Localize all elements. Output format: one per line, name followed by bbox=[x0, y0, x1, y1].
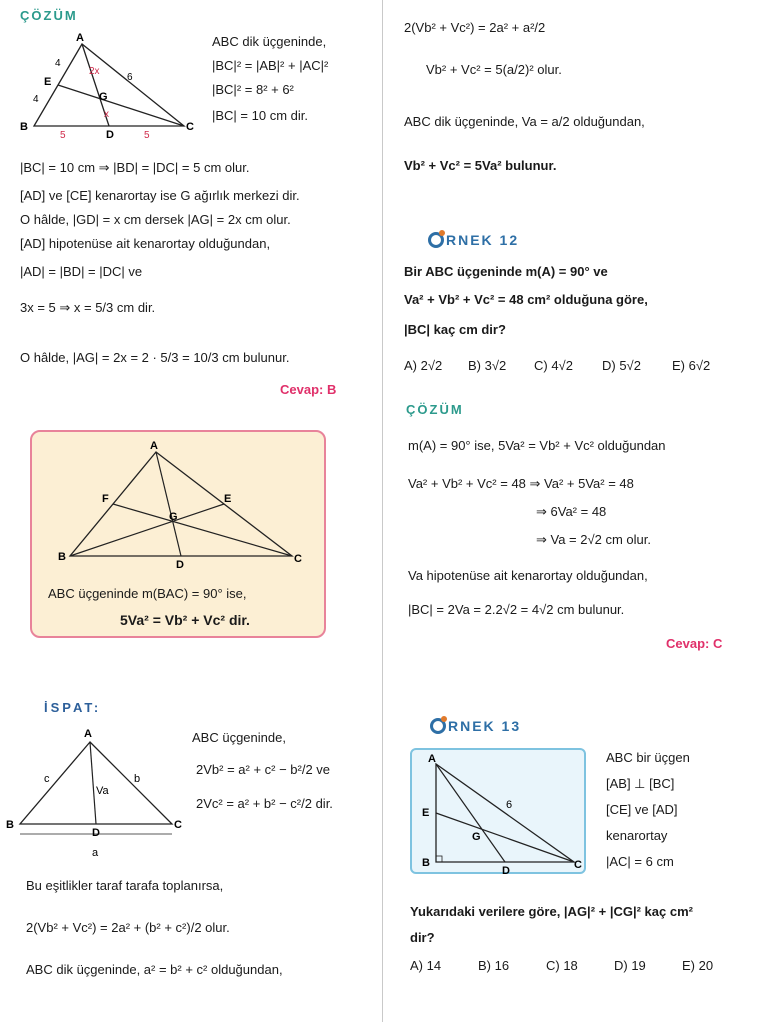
ornek13-choice-a: A) 14 bbox=[410, 958, 442, 973]
ornek12-choice-c: C) 4√2 bbox=[534, 358, 573, 373]
ornek-o-icon bbox=[428, 232, 444, 248]
tri4-label-a: A bbox=[428, 753, 436, 765]
tri3-label-b: B bbox=[6, 819, 14, 831]
tri2-label-e: E bbox=[224, 493, 232, 505]
tri3-label-va: Va bbox=[96, 785, 109, 797]
sol1-line-2: |BC|² = |AB|² + |AC|² bbox=[212, 58, 329, 73]
ispat-line-1: ABC üçgeninde, bbox=[192, 730, 286, 745]
ornek13-title-text: RNEK 13 bbox=[448, 718, 522, 734]
tri2-label-g: G bbox=[169, 511, 178, 523]
tri4-label-g: G bbox=[472, 831, 481, 843]
tri4-label-d: D bbox=[502, 865, 510, 877]
sol12-line-4: ⇒ Va = 2√2 cm olur. bbox=[536, 532, 651, 547]
sol1-body-5: |AD| = |BD| = |DC| ve bbox=[20, 264, 143, 279]
sol12-line-5: Va hipotenüse ait kenarortay olduğundan, bbox=[408, 568, 648, 583]
ispat-line-2: 2Vb² = a² + c² − b²/2 ve bbox=[196, 762, 331, 777]
tri3-label-c-side: c bbox=[44, 773, 50, 785]
ornek13-given-4: kenarortay bbox=[606, 828, 668, 843]
sol12-line-3: ⇒ 6Va² = 48 bbox=[536, 504, 607, 519]
cozum-header-2: ÇÖZÜM bbox=[406, 402, 464, 417]
answer-1: Cevap: B bbox=[280, 382, 337, 397]
ornek12-choice-e: E) 6√2 bbox=[672, 358, 711, 373]
ornek13-q-2: dir? bbox=[410, 930, 435, 945]
triangle-figure-3 bbox=[4, 724, 188, 860]
ornek-o-icon bbox=[430, 718, 446, 734]
cozum-header: ÇÖZÜM bbox=[20, 8, 78, 23]
triangle-figure-2 bbox=[56, 438, 306, 571]
sol1-body-6: 3x = 5 ⇒ x = 5/3 cm dir. bbox=[20, 300, 156, 315]
sol1-body-2: [AD] ve [CE] kenarortay ise G ağırlık merkezi dir. bbox=[20, 188, 300, 203]
ornek13-choice-d: D) 19 bbox=[614, 958, 646, 973]
ornek12-choice-d: D) 5√2 bbox=[602, 358, 641, 373]
ornek12-q-2: Va² + Vb² + Vc² = 48 cm² olduğuna göre, bbox=[404, 292, 648, 307]
tri4-label-ac: 6 bbox=[506, 799, 513, 811]
theorem-box bbox=[30, 430, 326, 638]
tri1-label-a: A bbox=[76, 32, 84, 44]
ornek12-choices bbox=[404, 358, 710, 373]
ornek12-choice-b: B) 3√2 bbox=[468, 358, 507, 373]
ornek12-q-1: Bir ABC üçgeninde m(A) = 90° ve bbox=[404, 264, 608, 279]
cont-line-3: ABC dik üçgeninde, Va = a/2 olduğundan, bbox=[404, 114, 645, 129]
tri1-label-ab-bottom: 4 bbox=[33, 94, 39, 105]
ornek13-choice-c: C) 18 bbox=[546, 958, 578, 973]
tri1-label-b: B bbox=[20, 121, 28, 133]
ornek13-title bbox=[430, 718, 521, 734]
cont-line-1: 2(Vb² + Vc²) = 2a² + a²/2 bbox=[404, 20, 546, 35]
sol1-line-3: |BC|² = 8² + 6² bbox=[212, 82, 294, 97]
answer-12: Cevap: C bbox=[666, 636, 723, 651]
cont-line-2: Vb² + Vc² = 5(a/2)² olur. bbox=[426, 62, 562, 77]
tri1-label-g: G bbox=[99, 91, 108, 103]
sol1-line-4: |BC| = 10 cm dir. bbox=[212, 108, 308, 123]
ispat-body-2: 2(Vb² + Vc²) = 2a² + (b² + c²)/2 olur. bbox=[26, 920, 230, 935]
tri3-label-b-side: b bbox=[134, 773, 141, 785]
tri2-label-d: D bbox=[176, 559, 184, 571]
tri3-label-c: C bbox=[174, 819, 182, 831]
sol12-line-1: m(A) = 90° ise, 5Va² = Vb² + Vc² olduğundan bbox=[408, 438, 666, 453]
ornek13-q-1: Yukarıdaki verilere göre, |AG|² + |CG|² kaç cm² bbox=[410, 904, 693, 919]
triangle-figure-4 bbox=[416, 752, 582, 877]
tri1-label-e: E bbox=[44, 76, 52, 88]
sol1-body-4: [AD] hipotenüse ait kenarortay olduğundan, bbox=[20, 236, 271, 251]
ornek13-given-1: ABC bir üçgen bbox=[606, 750, 690, 765]
ornek12-title bbox=[428, 232, 519, 248]
tri2-label-a: A bbox=[150, 440, 158, 452]
ornek13-given-2: [AB] ⊥ [BC] bbox=[606, 776, 675, 791]
sol1-body-7: O hâlde, |AG| = 2x = 2 · 5/3 = 10/3 cm bulunur. bbox=[20, 350, 290, 365]
sol1-body-1: |BC| = 10 cm ⇒ |BD| = |DC| = 5 cm olur. bbox=[20, 160, 250, 175]
ornek13-choice-e: E) 20 bbox=[682, 958, 714, 973]
tri2-label-b: B bbox=[58, 551, 66, 563]
sol12-line-6: |BC| = 2Va = 2.2√2 = 4√2 cm bulunur. bbox=[408, 602, 625, 617]
sol1-line-1: ABC dik üçgeninde, bbox=[212, 34, 327, 49]
tri1-label-bd: 5 bbox=[60, 130, 66, 141]
sol1-body-3: O hâlde, |GD| = x cm dersek |AG| = 2x cm olur. bbox=[20, 212, 291, 227]
triangle-figure-1 bbox=[14, 28, 204, 140]
ispat-header: İSPAT: bbox=[44, 700, 102, 715]
tri1-label-d: D bbox=[106, 129, 114, 141]
ornek13-choices bbox=[410, 958, 713, 973]
ispat-body-1: Bu eşitlikler taraf tarafa toplanırsa, bbox=[26, 878, 224, 893]
ispat-line-3: 2Vc² = a² + b² − c²/2 dir. bbox=[196, 796, 333, 811]
tri3-label-a-side: a bbox=[92, 847, 99, 859]
tri1-label-ab-top: 4 bbox=[55, 58, 61, 69]
theorem-line-2: 5Va² = Vb² + Vc² dir. bbox=[120, 612, 250, 628]
theorem-line-1: ABC üçgeninde m(BAC) = 90° ise, bbox=[48, 586, 247, 601]
cont-line-4: Vb² + Vc² = 5Va² bulunur. bbox=[404, 158, 557, 173]
tri2-label-f: F bbox=[102, 493, 109, 505]
tri4-label-c: C bbox=[574, 859, 582, 871]
column-divider bbox=[382, 0, 383, 1022]
tri1-label-dc: 5 bbox=[144, 130, 150, 141]
tri1-label-ac: 6 bbox=[127, 72, 133, 83]
tri1-label-gd: x bbox=[104, 109, 109, 120]
tri4-label-b: B bbox=[422, 857, 430, 869]
ornek13-figure-box bbox=[410, 748, 586, 877]
ornek12-q-3: |BC| kaç cm dir? bbox=[404, 322, 506, 337]
ornek13-given-5: |AC| = 6 cm bbox=[606, 854, 674, 869]
tri1-label-ag: 2x bbox=[89, 66, 100, 77]
tri3-label-a: A bbox=[84, 728, 92, 740]
tri2-label-c: C bbox=[294, 553, 302, 565]
sol12-line-2: Va² + Vb² + Vc² = 48 ⇒ Va² + 5Va² = 48 bbox=[408, 476, 634, 491]
ispat-body-3: ABC dik üçgeninde, a² = b² + c² olduğundan, bbox=[26, 962, 283, 977]
tri1-label-c: C bbox=[186, 121, 194, 133]
ornek12-choice-a: A) 2√2 bbox=[404, 358, 443, 373]
tri4-label-e: E bbox=[422, 807, 430, 819]
ornek13-choice-b: B) 16 bbox=[478, 958, 510, 973]
ornek12-title-text: RNEK 12 bbox=[446, 232, 520, 248]
ornek13-given-3: [CE] ve [AD] bbox=[606, 802, 678, 817]
tri3-label-d: D bbox=[92, 827, 100, 839]
